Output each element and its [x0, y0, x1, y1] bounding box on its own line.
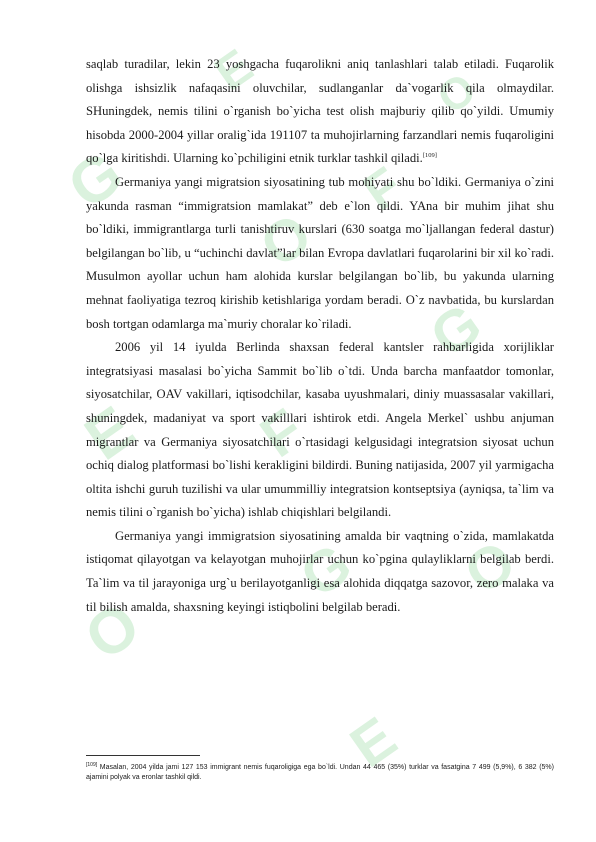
- watermark-letter: G: [418, 290, 494, 370]
- watermark-letter: O: [452, 527, 528, 608]
- footnote: [86, 760, 554, 783]
- watermark-letter: O: [73, 589, 153, 674]
- footnote-reference[interactable]: [109]: [422, 152, 437, 160]
- watermark-letter: O: [248, 200, 324, 280]
- watermark-letter: E: [73, 393, 147, 474]
- paragraph-text: Germaniya yangi migratsion siyosatining tub mohiyati shu bo`ldiki. Germaniya o`zini yakunda rasman “immigratsion mamlakat” deb e`lon qildi. YAna bir muhim jihat shu bo`ldiki, immigrantlarga turli tanishtiruv kurslari (630 soatga mo`ljallangan federal dastur) belgilangan bo`lib, u “uchinchi davlat”lar bilan Evropa davlatlari fuqarolarini bir xil ko`radi. Musulmon ayollar uchun ham alohida kurslar belgilangan bo`lib, bu yakunda ularning mehnat faoliyatiga tezroq kirishib ketishlariga yordam beradi. O`z navbatida, bu kurslardan bosh tortgan odamlarga ma`muriy choralar ko`riladi.: [86, 174, 554, 331]
- watermark-letter: F: [353, 156, 413, 223]
- paragraph-text: saqlab turadilar, lekin 23 yoshgacha fuqarolikni aniq tanlashlari talab etiladi. Fuqarolik olishga ishsizlik nafaqasini oluvchilar, sudlanganlar da`vogarlik qila olmaydilar. SHuningdek, nemis tilini o`rganish bo`yicha test olish majburiy qilib qo`yildi. Umumiy hisobda 2000-2004 yillar oralig`ida 191107 ta muhojirlarning farzandlari nemis fuqaroligini qo`lga kiritishdi. Ularning ko`pchiligini etnik turklar tashkil qiladi.: [86, 57, 554, 166]
- watermark-letter: G: [288, 530, 364, 610]
- watermark-letter: G: [56, 138, 136, 223]
- paragraph-4: [86, 525, 554, 619]
- footnote-number: [109]: [86, 762, 98, 768]
- paragraph-2: [86, 171, 554, 336]
- document-body: [86, 53, 554, 619]
- watermark-letter: E: [205, 39, 263, 102]
- paragraph-text: Germaniya yangi immigratsion siyosatining amalda bir vaqtning o`zida, mamlakatda istiqomat qilayotgan va kelayotgan muhojirlar uchun ko`pgina qulayliklarni belgilab berdi. Ta`lim va til jarayoniga urg`u berilayotganligi esa alohida diqqatga sazovor, zero malaka va til bilish amalda, shaxsning keyingi istiqbolini belgilab beradi.: [86, 528, 554, 614]
- paragraph-3: [86, 336, 554, 525]
- watermark-letter: E: [338, 704, 408, 780]
- footnote-text: Masalan, 2004 yilda jami 127 153 immigrant nemis fuqaroligiga ega bo`ldi. Undan 44 465 (35%) turklar va fasatgina 7 499 (5,9%), 6 382 (5%) ajamini polyak va eronlar tashkil qildi.: [86, 764, 554, 781]
- paragraph-1: [86, 53, 554, 171]
- paragraph-text: 2006 yil 14 iyulda Berlinda shaxsan federal kantsler rahbarligida xorijliklar integratsiyasi masalasi bo`yicha Sammit bo`lib o`tdi. Unda barcha manfaatdor tomonlar, siyosatchilar, OAV vakillari, iqtisodchilar, kasaba uyushmalari, diniy muassasalar vakillari, shuningdek, madaniyat va sport vakilllari ishtirok etdi. Angela Merkel` ushbu anjuman migrantlar va Germaniya siyosatchilari o`rtasidagi kelgusidagi integratsion siyosat uchun ochiq dialog platformasi bo`lishi kerakligini bildirdi. Buning natijasida, 2007 yil yarmigacha oltita ishchi guruh tuzilishi va ular umummilliy integratsion kontseptsiya (ayniqsa, ta`lim va nemis tilini o`rganish bo`yicha) ishlab chiqishlari belgilandi.: [86, 340, 554, 520]
- watermark-letter: F: [248, 396, 316, 470]
- footnote-separator: [86, 755, 200, 756]
- watermark-letter: O: [428, 63, 485, 124]
